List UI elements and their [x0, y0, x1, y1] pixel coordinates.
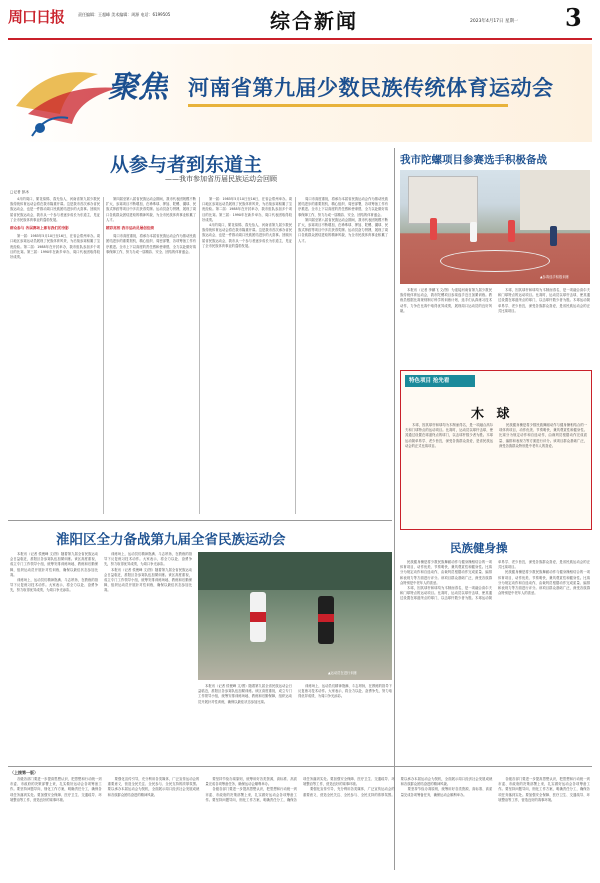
mid-left-column-1 [10, 552, 98, 762]
section-divider [394, 148, 395, 870]
main-byline: □记者 彭冰 [10, 190, 29, 194]
main-paragraph: 4月的周口，繁花似锦、春光怡人，河南省第九届少数民族传统体育运动会将在我市隆重开幕。这是我市首次承办省民族运动会，也是一件推动周口民族团结进步的大喜事。回顾历届省民族运动会，我市从一个参与者逐步成长为东道主，见证了全市民族体育事业的蓬勃发展。 [202, 223, 292, 248]
photo-athlete-accent [250, 612, 266, 622]
mid-right-paragraph: 木球，因其球杆和球均为木制而得名，是一项融合高尔夫和门球特点的运动项目。比赛时，运动员以球杆击球，使其通过设置在球道终点的球门，以击球杆数少者为胜。木球运动简单易学、老少皆宜，深受各族群众喜爱，是省民族运动会的正式比赛项目。 [400, 560, 590, 601]
photo-player [508, 220, 515, 242]
mid-right-paragraph: 民族健身操是将少数民族舞蹈动作与健身操相结合的一项体育项目，动作优美、节奏明快，兼具观赏性和健身性。比赛分为规定动作和自选动作，由裁判员根据动作完成质量、编排和表现力等方面进行评分。该项目群众基础广泛，深受各族群众特别是中老年人的喜爱。 [498, 570, 590, 596]
main-subhead-2: 精彩亮相 我市运动员屡创佳绩 [106, 226, 154, 231]
masthead-meta: 责任编辑：王超峰 美术编辑：周源 电话：6199505 [78, 12, 171, 17]
main-column-3 [202, 197, 292, 514]
top-right-photo [400, 170, 590, 284]
mid-left-paragraph: 训练场上，运动员们精神饱满、斗志昂扬，在教练的指导下反复练习技术动作。大家表示，将全力以赴、奋勇争先，努力取得优异成绩，为周口争光添彩。 [298, 684, 392, 699]
photo-wall [198, 552, 392, 590]
masthead-rule [8, 38, 592, 40]
top-right-paragraph: 木球，因其球杆和球均为木制而得名，是一项融合高尔夫和门球特点的运动项目。比赛时，运动员以球杆击球，使其通过设置在球道终点的球门，以击球杆数少者为胜。木球运动简单易学、老少皆宜，深受各族群众喜爱，是省民族运动会的正式比赛项目。 [498, 288, 590, 313]
mid-left-paragraph: 训练场上，运动员们精神饱满、斗志昂扬，在教练的指导下反复练习技术动作。大家表示，将全力以赴、奋勇争先，努力取得优异成绩，为周口争光添彩。 [10, 578, 98, 593]
section-title: 综合新闻 [270, 9, 358, 33]
section-rule [8, 766, 592, 767]
main-paragraph: 第四届至第八届省民族运动会期间，我市代表团规模不断扩大，参赛项目不断增加，在珍珠球、押加、陀螺、毽球、民族式摔跤等项目中多次获得奖牌。运动员奋力拼搏，展现了周口各族群众团结进取的精神风貌，为全市民族体育事业积累了人才。 [298, 217, 388, 243]
main-column-4 [298, 197, 388, 514]
feature-paragraph: 民族健身操是将少数民族舞蹈动作与健身操相结合的一项体育项目，动作优美、节奏明快，兼具观赏性和健身性。比赛分为规定动作和自选动作，由裁判员根据动作完成质量、编排和表现力等方面进行评分。该项目群众基础广泛，深受各族群众特别是中老年人的喜爱。 [499, 423, 587, 448]
feature-body [405, 423, 587, 527]
top-right-headline: 我市陀螺项目参赛选手积极备战 [400, 154, 547, 166]
banner-title-prefix: 聚焦 [108, 70, 168, 105]
masthead [0, 0, 600, 38]
main-paragraph: 第一届：1985年5月10日至16日，在省会郑州举办。周口地区参赛运动员展现了民族体育风采，为后续参赛积累了宝贵经验。第二届：1988年在开封举办，我市组队参加多个项目的比赛。第三届：1990年在新乡举办，周口代表团取得较好成绩。 [10, 234, 100, 260]
bottom-paragraph: 要坚持节俭办赛原则，统筹用好各类资源，高标准、高质量完成各项筹备任务，确保运动会顺利举办。 [400, 787, 493, 797]
newspaper-logo: 周口日报 [8, 8, 65, 26]
mid-left-photo [198, 552, 392, 680]
column-divider [103, 197, 104, 514]
bottom-paragraph: 各级各部门要进一步提高思想认识，把思想和行动统一到市委、市政府的决策部署上来，扎实做好运动会各项筹备工作。要坚持问题导向，细化工作方案，明确责任分工，确保各项任务落到实处。要加强安全保障、医疗卫生、交通疏导、环境整治等工作，营造良好的赛事环境。 [498, 777, 590, 802]
issue-date: 2023年4月17日 星期一 [470, 19, 519, 24]
feature-paragraph: 木球，因其球杆和球均为木制而得名，是一项融合高尔夫和门球特点的运动项目。比赛时，运动员以球杆击球，使其通过设置在球道终点的球门，以击球杆数少者为胜。木球运动简单易学、老少皆宜，深受各族群众喜爱，是省民族运动会的正式比赛项目。 [405, 423, 493, 448]
mid-right-paragraph: 民族健身操是将少数民族舞蹈动作与健身操相结合的一项体育项目，动作优美、节奏明快，兼具观赏性和健身性。比赛分为规定动作和自选动作，由裁判员根据动作完成质量、编排和表现力等方面进行评分。该项目群众基础广泛，深受各族群众特别是中老年人的喜爱。 [400, 560, 492, 585]
mid-left-paragraph: 本报讯（记者 侯俊峰 文/图）随着第九届全省民族运动会日益临近，淮阳区各参赛队伍加紧训练。该区高度重视，成立专门工作领导小组，统筹安排训练场地、教练和后勤保障，组织运动员开展针对性训练，确保以最佳状态参加比赛。 [10, 552, 98, 577]
photo-court-line [440, 250, 550, 272]
section-rule [8, 520, 392, 521]
bottom-paragraph: 各级各部门要进一步提高思想认识，把思想和行动统一到市委、市政府的决策部署上来，扎实做好运动会各项筹备工作。要坚持问题导向，细化工作方案，明确责任分工，确保各项任务落到实处。要加强安全保障、医疗卫生、交通疏导、环境整治等工作，营造良好的赛事环境。 [10, 777, 102, 802]
main-headline: 从参与者到东道主 [110, 154, 263, 176]
bottom-paragraph: 要强化宣传引导，充分利用各类媒体，广泛宣传运动会的重要意义，营造全民关注、全民参与、全民支持的浓厚氛围。要以承办本届运动会为契机，全面展示周口经济社会发展成就和各族群众团结奋进的精神风貌。 [107, 777, 200, 797]
feature-box [400, 370, 592, 530]
column-divider [199, 197, 200, 514]
page-number: 3 [565, 3, 582, 32]
event-banner [8, 44, 592, 142]
top-right-body [400, 288, 590, 366]
bottom-paragraph: 要坚持节俭办赛原则，统筹用好各类资源，高标准、高质量完成各项筹备任务，确保运动会顺利举办。 [205, 777, 297, 787]
photo-caption: ▲参赛选手积极训练 [540, 275, 569, 279]
main-paragraph: 周口市高度重视，将承办本届省民族运动会作为推动民族团结进步的重要契机，精心组织、周密部署，各项筹备工作有序推进。全市上下以高度的责任感和使命感，全力以赴做好赛事保障工作，努力办成一届精彩、安全、团结的体育盛会。 [298, 197, 388, 217]
feature-tag [405, 375, 475, 387]
top-right-paragraph: 本报讯（记者 李鹏飞 文/图）为迎接河南省第九届少数民族传统体育运动会，我市陀螺项目参赛选手近日加紧训练。教练员根据比赛规则制订科学的训练计划，选手们认真练习技术动作，力争在比赛中取得优异成绩，展现周口运动员的良好风貌。 [400, 288, 492, 313]
photo-player [430, 218, 437, 240]
feature-tag-label: 特色项目 抢先看 [409, 378, 450, 384]
mid-left-paragraph: 本报讯（记者 侯俊峰 文/图）随着第九届全省民族运动会日益临近，淮阳区各参赛队伍加紧训练。该区高度重视，成立专门工作领导小组，统筹安排训练场地、教练和后勤保障，组织运动员开展针对性训练，确保以最佳状态参加比赛。 [198, 684, 292, 704]
photo-caption: ▲运动员在进行训练 [328, 671, 357, 675]
photo-building [520, 170, 590, 230]
main-paragraph: 4月的周口，繁花似锦、春光怡人，河南省第九届少数民族传统体育运动会将在我市隆重开幕。这是我市首次承办省民族运动会，也是一件推动周口民族团结进步的大喜事。回顾历届省民族运动会，我市从一个参与者逐步成长为东道主，见证了全市民族体育事业的蓬勃发展。 [10, 197, 100, 222]
bottom-body [10, 777, 590, 877]
photo-player [470, 222, 477, 242]
photo-building [408, 176, 478, 224]
mid-left-column-2 [104, 552, 192, 762]
main-paragraph: 第一届：1985年5月10日至16日，在省会郑州举办。周口地区参赛运动员展现了民族体育风采，为后续参赛积累了宝贵经验。第二届：1988年在开封举办，我市组队参加多个项目的比赛。第三届：1990年在新乡举办，周口代表团取得较好成绩。 [202, 197, 292, 222]
main-column-1 [10, 197, 100, 514]
bottom-paragraph: 各级各部门要进一步提高思想认识，把思想和行动统一到市委、市政府的决策部署上来，扎实做好运动会各项筹备工作。要坚持问题导向，细化工作方案，明确责任分工，确保各项任务落到实处。要加强安全保障、医疗卫生、交通疏导、环境整治等工作，营造良好的赛事环境。 [205, 777, 395, 802]
bottom-paragraph: 要强化宣传引导，充分利用各类媒体，广泛宣传运动会的重要意义，营造全民关注、全民参与、全民支持的浓厚氛围。要以承办本届运动会为契机，全面展示周口经济社会发展成就和各族群众团结奋进的精神风貌。 [302, 777, 493, 797]
feature-headline: 木 球 [471, 407, 514, 422]
mid-left-paragraph: 训练场上，运动员们精神饱满、斗志昂扬，在教练的指导下反复练习技术动作。大家表示，将全力以赴、奋勇争先，努力取得优异成绩，为周口争光添彩。 [104, 552, 192, 567]
main-subhead-1: 群众参与 各届赛场上都有我们的身影 [10, 226, 69, 231]
bottom-headline: （上接第一版） [10, 770, 38, 775]
main-paragraph: 第四届至第八届省民族运动会期间，我市代表团规模不断扩大，参赛项目不断增加，在珍珠球、押加、陀螺、毽球、民族式摔跤等项目中多次获得奖牌。运动员奋力拼搏，展现了周口各族群众团结进取的精神风貌，为全市民族体育事业积累了人才。 [106, 197, 196, 222]
mid-left-paragraph: 本报讯（记者 侯俊峰 文/图）随着第九届全省民族运动会日益临近，淮阳区各参赛队伍加紧训练。该区高度重视，成立专门工作领导小组，统筹安排训练场地、教练和后勤保障，组织运动员开展针对性训练，确保以最佳状态参加比赛。 [104, 567, 192, 593]
mid-left-column-3 [198, 684, 392, 762]
column-divider [295, 197, 296, 514]
banner-title: 河南省第九届少数民族传统体育运动会 [188, 75, 554, 100]
main-subheadline: ——我市参加省历届民族运动会回顾 [165, 175, 277, 183]
main-column-2 [106, 197, 196, 514]
mid-right-headline: 民族健身操 [450, 541, 508, 555]
photo-athlete-accent [318, 614, 334, 622]
photo-player [550, 226, 557, 246]
mid-left-headline: 淮阳区全力备战第九届全省民族运动会 [56, 532, 286, 548]
banner-underline [188, 104, 508, 107]
main-paragraph: 周口市高度重视，将承办本届省民族运动会作为推动民族团结进步的重要契机，精心组织、周密部署，各项筹备工作有序推进。全市上下以高度的责任感和使命感，全力以赴做好赛事保障工作，努力办成一届精彩、安全、团结的体育盛会。 [106, 234, 196, 254]
mid-right-body [400, 560, 590, 760]
